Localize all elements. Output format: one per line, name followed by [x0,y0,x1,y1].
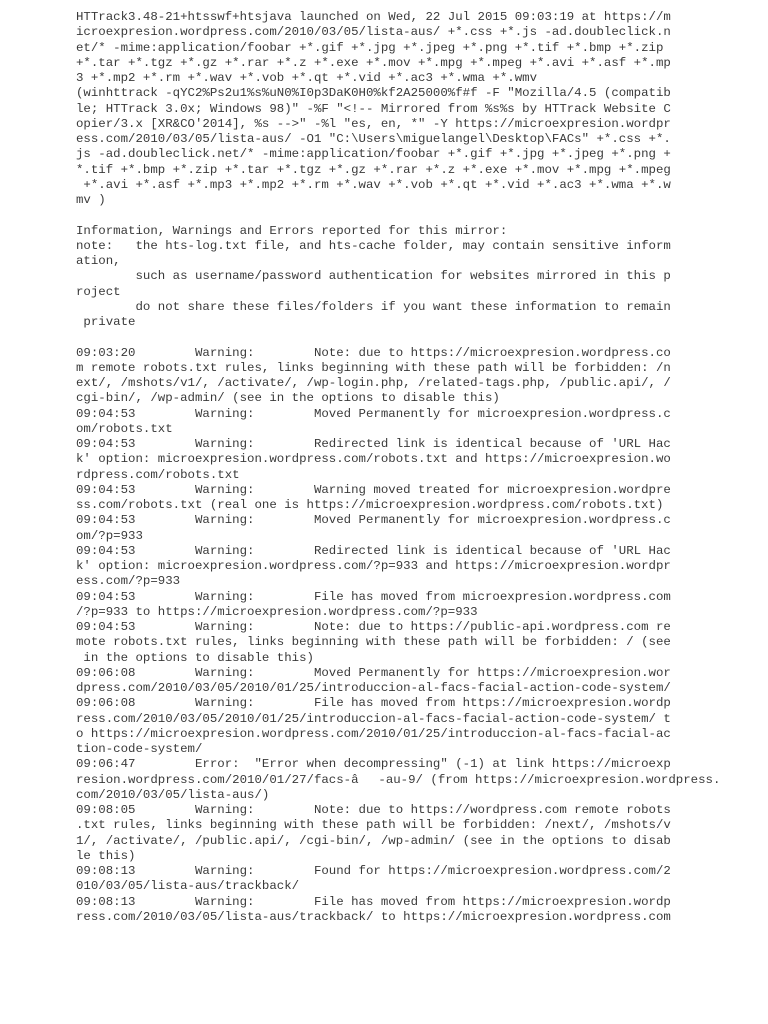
blank-line [76,208,726,223]
log-entry-line: ress.com/2010/03/05/lista-aus/trackback/ to https://microexpresion.wordpress.com [76,909,671,924]
log-entry-line: om/?p=933 [76,528,143,543]
log-line: +*.tar +*.tgz +*.gz +*.rar +*.z +*.exe +*.mov +*.mpg +*.mpeg +*.avi +*.asf +*.mp [76,55,671,70]
note-line: ation, [76,254,121,268]
log-entry-line: ess.com/?p=933 [76,574,181,589]
log-entry-line: ress.com/2010/03/05/2010/01/25/introduccion-al-facs-facial-action-code-system/ t [76,711,671,726]
note-line: note: the hts-log.txt file, and hts-cache folder, may contain sensitive inform [76,238,671,253]
log-document [76,10,726,940]
note-line: such as username/password authentication for websites mirrored in this p [76,269,671,284]
log-line: (winhttrack -qYC2%Ps2u1%s%uN0%I0p3DaK0H0%kf2A25000%f#f -F "Mozilla/4.5 (compatib [76,86,671,101]
log-entry-line: 09:08:13 Warning: File has moved from https://microexpresion.wordp [76,894,671,909]
log-line: js -ad.doubleclick.net/* -mime:application/foobar +*.gif +*.jpg +*.jpeg +*.png + [76,147,671,162]
log-entry-line: dpress.com/2010/03/05/2010/01/25/introduccion-al-facs-facial-action-code-system/ [76,681,671,695]
log-entry-line: .txt rules, links beginning with these path will be forbidden: /next/, /mshots/v [76,818,671,833]
log-entry-line: cgi-bin/, /wp-admin/ (see in the options to disable this) [76,391,500,406]
log-line: mv ) [76,193,106,207]
section-heading: Information, Warnings and Errors reported for this mirror: [76,223,508,238]
log-entry-line: 09:08:13 Warning: Found for https://microexpresion.wordpress.com/2 [76,864,671,878]
log-entry-line: 09:06:08 Warning: Moved Permanently for https://microexpresion.wor [76,665,671,680]
log-entry-line: o https://microexpresion.wordpress.com/2010/01/25/introduccion-al-facs-facial-ac [76,726,671,741]
log-line: le; HTTrack 3.0x; Windows 98)" -%F "<!-- Mirrored from %s%s by HTTrack Website C [76,101,671,116]
log-entry-line: 09:04:53 Warning: Warning moved treated for microexpresion.wordpre [76,482,671,497]
log-line: et/* -mime:application/foobar +*.gif +*.jpg +*.jpeg +*.png +*.tif +*.bmp +*.zip [76,40,664,55]
log-line: icroexpresion.wordpress.com/2010/03/05/lista-aus/ +*.css +*.js -ad.doubleclick.n [76,25,671,40]
log-entry-line: 09:04:53 Warning: Note: due to https://public-api.wordpress.com re [76,620,671,634]
log-entry-line: 09:04:53 Warning: Moved Permanently for microexpresion.wordpress.c [76,406,671,421]
note-line: roject [76,284,121,299]
log-entry-line: 09:06:47 Error: "Error when decompressing" (-1) at link https://microexp [76,757,671,772]
log-entry-line: le this) [76,848,136,863]
log-line: *.tif +*.bmp +*.zip +*.tar +*.tgz +*.gz +*.rar +*.z +*.exe +*.mov +*.mpg +*.mpeg [76,162,671,177]
log-entry-line: tion-code-system/ [76,742,203,756]
log-entry-line: /?p=933 to https://microexpresion.wordpress.com/?p=933 [76,604,478,619]
log-line: opier/3.x [XR&CO'2014], %s -->" -%l "es, en, *" -Y https://microexpresion.wordpr [76,116,671,131]
log-line: +*.avi +*.asf +*.mp3 +*.mp2 +*.rm +*.wav +*.vob +*.qt +*.vid +*.ac3 +*.wma +*.w [76,177,671,192]
log-entry-line: om/robots.txt [76,421,173,436]
log-entry-line: ext/, /mshots/v1/, /activate/, /wp-login.php, /related-tags.php, /public.api/, / [76,376,671,390]
log-entry-line: 09:04:53 Warning: Moved Permanently for microexpresion.wordpress.c [76,513,671,528]
log-line: ess.com/2010/03/05/lista-aus/ -O1 "C:\Users\miguelangel\Desktop\FACs" +*.css +*. [76,132,671,146]
log-entry-line: 1/, /activate/, /public.api/, /cgi-bin/, /wp-admin/ (see in the options to disab [76,833,671,848]
log-entry-line: 09:04:53 Warning: File has moved from microexpresion.wordpress.com [76,589,671,604]
log-entry-line: 09:06:08 Warning: File has moved from https://microexpresion.wordp [76,696,671,711]
log-entry-line: 09:04:53 Warning: Redirected link is identical because of 'URL Hac [76,437,671,451]
log-line: HTTrack3.48-21+htsswf+htsjava launched on Wed, 22 Jul 2015 09:03:19 at https://m [76,10,671,24]
log-entry-line: ss.com/robots.txt (real one is https://microexpresion.wordpress.com/robots.txt) [76,498,664,512]
log-entry-line: com/2010/03/05/lista-aus/) [76,787,270,802]
log-entry-line: in the options to disable this) [76,650,314,665]
log-entry-line: k' option: microexpresion.wordpress.com/?p=933 and https://microexpresion.wordpr [76,559,671,573]
log-entry-line: resion.wordpress.com/2010/01/27/facs-â-au-9/ (from https://microexpresion.wordpress. [76,772,721,787]
log-entry-line: 010/03/05/lista-aus/trackback/ [76,879,300,894]
log-entry-line: 09:08:05 Warning: Note: due to https://wordpress.com remote robots [76,803,671,817]
log-entry-line: rdpress.com/robots.txt [76,467,240,482]
log-entry-line: m remote robots.txt rules, links beginning with these path will be forbidden: /n [76,360,671,375]
note-line: do not share these files/folders if you want these information to remain [76,299,671,314]
log-entry-line [76,925,726,940]
log-entry-line: mote robots.txt rules, links beginning with these path will be forbidden: / (see [76,635,671,650]
blank-line [76,330,726,345]
log-entry-line: k' option: microexpresion.wordpress.com/robots.txt and https://microexpresion.wo [76,452,671,467]
log-entry-line: 09:03:20 Warning: Note: due to https://microexpresion.wordpress.co [76,345,671,360]
note-line: private [76,315,136,329]
log-line: 3 +*.mp2 +*.rm +*.wav +*.vob +*.qt +*.vid +*.ac3 +*.wma +*.wmv [76,71,538,85]
log-entry-line: 09:04:53 Warning: Redirected link is identical because of 'URL Hac [76,543,671,558]
